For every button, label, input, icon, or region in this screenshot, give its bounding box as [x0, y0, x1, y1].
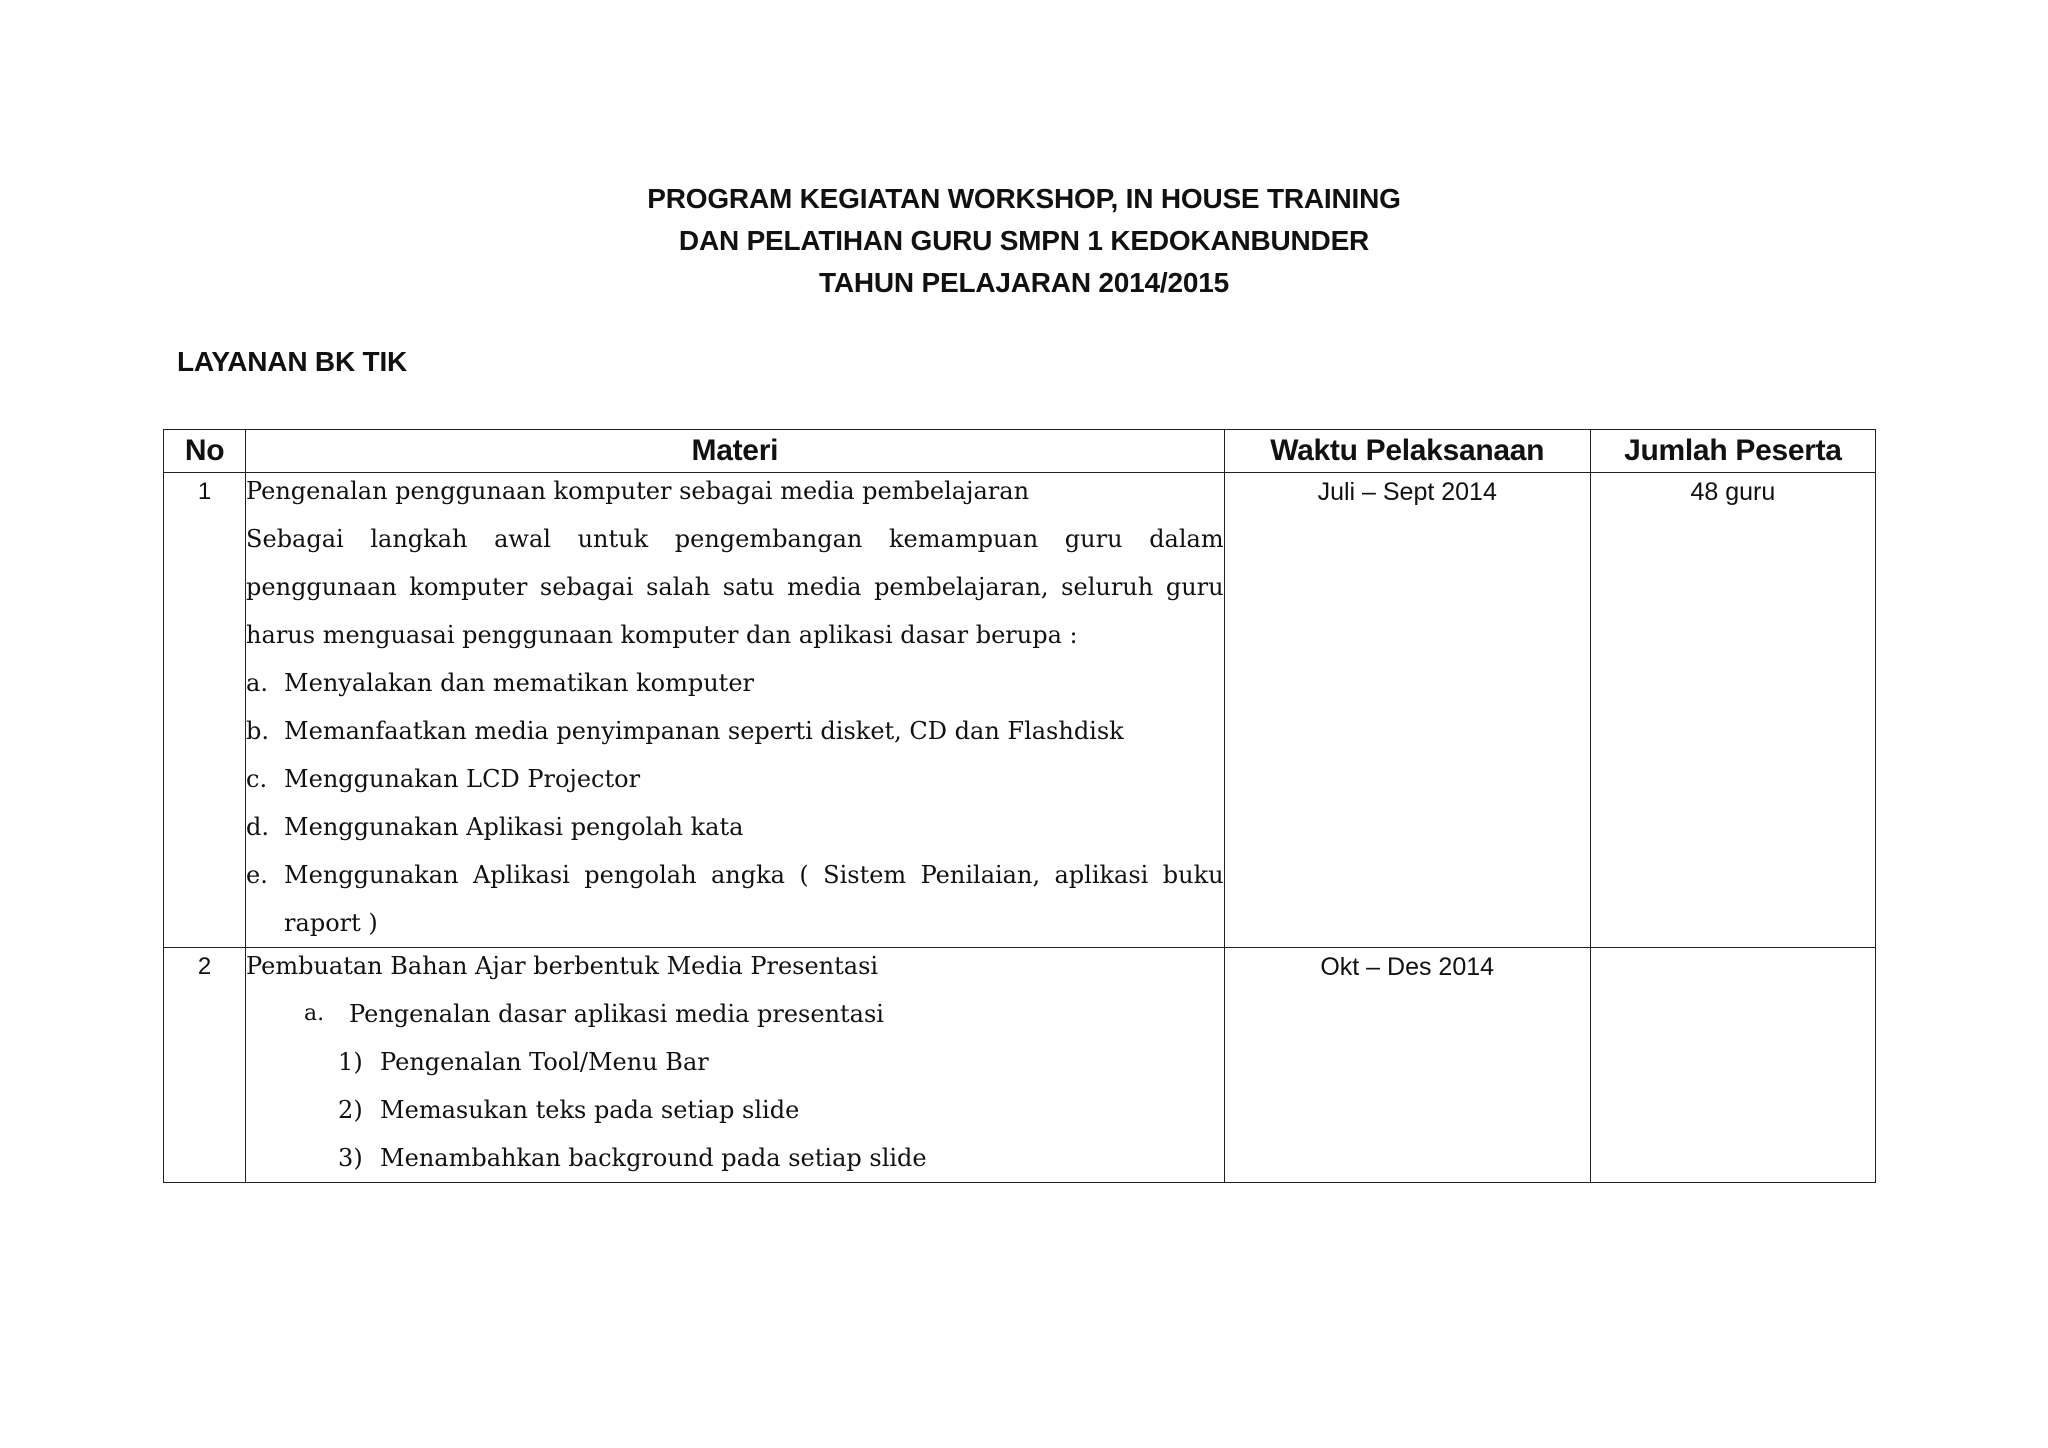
header-no: No: [164, 430, 246, 473]
title-line-1: PROGRAM KEGIATAN WORKSHOP, IN HOUSE TRAINING: [647, 183, 1401, 214]
step-marker: 3): [338, 1144, 363, 1172]
list-marker: b.: [246, 717, 270, 745]
step-marker: 2): [338, 1096, 363, 1124]
title-line-3: TAHUN PELAJARAN 2014/2015: [819, 267, 1229, 298]
row-1-jumlah: 48 guru: [1590, 473, 1875, 948]
section-heading: LAYANAN BK TIK: [177, 346, 408, 377]
list-item: [338, 1134, 1224, 1182]
row-2-jumlah: [1590, 948, 1875, 1183]
step-marker: 1): [338, 1048, 363, 1076]
list-text: Menggunakan LCD Projector: [284, 765, 641, 793]
step-text: Pengenalan Tool/Menu Bar: [380, 1048, 709, 1076]
row-1-title: Pengenalan penggunaan komputer sebagai media pembelajaran: [246, 477, 1030, 505]
list-item: [246, 851, 1224, 947]
sub-title: Pengenalan dasar aplikasi media presentasi: [349, 1000, 884, 1028]
list-item: [246, 707, 1224, 755]
row-1-items: [246, 659, 1224, 947]
row-1-description: Sebagai langkah awal untuk pengembangan kemampuan guru dalam penggunaan komputer sebagai salah satu media pembelajaran, seluruh guru harus menguasai penggunaan komputer dan aplikasi dasar berupa :: [246, 525, 1224, 649]
list-marker: c.: [246, 765, 268, 793]
list-item: [246, 755, 1224, 803]
step-text: Menambahkan background pada setiap slide: [380, 1144, 927, 1172]
row-2-no: 2: [164, 948, 246, 1183]
table-row: [164, 473, 1876, 948]
list-marker: e.: [246, 861, 268, 889]
list-item: [338, 1038, 1224, 1086]
row-2-subitem: [246, 990, 1224, 1038]
list-text: Menyalakan dan mematikan komputer: [284, 669, 755, 697]
list-item: [246, 803, 1224, 851]
list-text: Menggunakan Aplikasi pengolah kata: [284, 813, 744, 841]
list-item: [246, 659, 1224, 707]
row-1-waktu: Juli – Sept 2014: [1224, 473, 1590, 948]
row-2-waktu: Okt – Des 2014: [1224, 948, 1590, 1183]
sub-marker: a.: [304, 1001, 325, 1026]
header-materi: Materi: [246, 430, 1225, 473]
row-1-no: 1: [164, 473, 246, 948]
table-header-row: [164, 430, 1876, 473]
row-2-title: Pembuatan Bahan Ajar berbentuk Media Presentasi: [246, 952, 879, 980]
header-jumlah: Jumlah Peserta: [1590, 430, 1875, 473]
row-1-materi: [246, 473, 1225, 948]
program-table: [163, 429, 1876, 1183]
header-waktu: Waktu Pelaksanaan: [1224, 430, 1590, 473]
title-line-2: DAN PELATIHAN GURU SMPN 1 KEDOKANBUNDER: [678, 225, 1370, 256]
list-marker: a.: [246, 669, 268, 697]
row-2-steps: [246, 1038, 1224, 1182]
row-2-materi: [246, 948, 1225, 1183]
step-text: Memasukan teks pada setiap slide: [380, 1096, 800, 1124]
table-row: [164, 948, 1876, 1183]
list-marker: d.: [246, 813, 270, 841]
list-text: Menggunakan Aplikasi pengolah angka ( Sistem Penilaian, aplikasi buku raport ): [284, 861, 1224, 937]
list-item: [338, 1086, 1224, 1134]
list-text: Memanfaatkan media penyimpanan seperti disket, CD dan Flashdisk: [284, 717, 1124, 745]
document-title: [0, 178, 2048, 304]
